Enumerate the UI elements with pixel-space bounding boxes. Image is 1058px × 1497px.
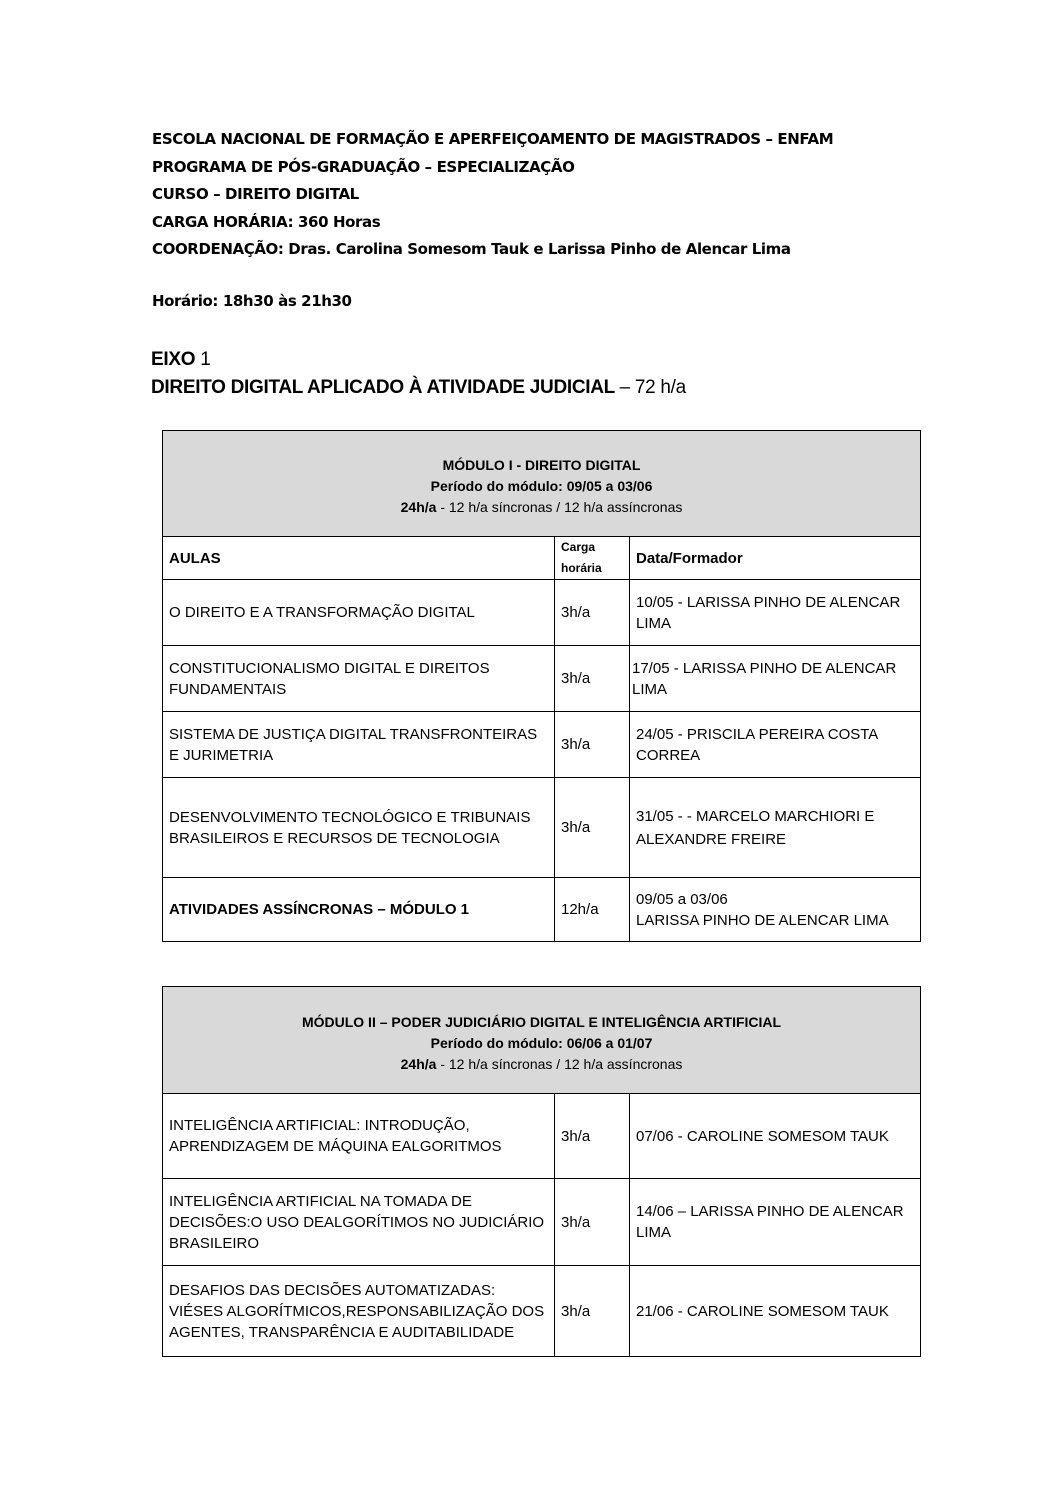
carga-cell: 3h/a — [555, 1179, 630, 1266]
module-1-header — [163, 431, 921, 537]
header-course: CURSO – DIREITO DIGITAL — [152, 185, 359, 203]
data-cell: 10/05 - LARISSA PINHO DE ALENCAR LIMA — [630, 580, 921, 646]
module-1-table — [162, 430, 921, 942]
module-1-title: MÓDULO I - DIREITO DIGITAL — [442, 457, 641, 473]
document-header — [152, 126, 833, 264]
carga-cell: 3h/a — [555, 778, 630, 878]
table-row — [163, 580, 921, 646]
eixo-label: EIXO — [151, 349, 196, 370]
table-row — [163, 1179, 921, 1266]
data-cell: 14/06 – LARISSA PINHO DE ALENCAR LIMA — [630, 1179, 921, 1266]
header-school: ESCOLA NACIONAL DE FORMAÇÃO E APERFEIÇOAMENTO DE MAGISTRADOS – ENFAM — [152, 130, 834, 148]
carga-cell: 3h/a — [555, 580, 630, 646]
aula-cell: DESAFIOS DAS DECISÕES AUTOMATIZADAS: VIÉSES ALGORÍTMICOS,RESPONSABILIZAÇÃO DOS AGENTES, TRANSPARÊNCIA E AUDITABILIDADE — [163, 1266, 555, 1357]
aula-cell: SISTEMA DE JUSTIÇA DIGITAL TRANSFRONTEIRAS E JURIMETRIA — [163, 712, 555, 778]
module-2-period: Período do módulo: 06/06 a 01/07 — [430, 1034, 653, 1051]
module-1-hours: 24h/a - 12 h/a síncronas / 12 h/a assíncronas — [400, 499, 683, 515]
table-row — [163, 778, 921, 878]
module-2-hours: 24h/a - 12 h/a síncronas / 12 h/a assíncronas — [400, 1055, 683, 1072]
eixo-title: DIREITO DIGITAL APLICADO À ATIVIDADE JUDICIAL — [151, 377, 615, 398]
carga-cell: 3h/a — [555, 646, 630, 712]
table-row — [163, 1266, 921, 1357]
eixo-hours: – 72 h/a — [619, 377, 686, 398]
data-cell-formador: LARISSA PINHO DE ALENCAR LIMA — [636, 911, 889, 929]
module-1-period: Período do módulo: 09/05 a 03/06 — [430, 478, 653, 494]
aula-cell: CONSTITUCIONALISMO DIGITAL E DIREITOS FUNDAMENTAIS — [163, 646, 555, 712]
carga-cell: 12h/a — [555, 878, 630, 942]
col-header-data: Data/Formador — [630, 537, 921, 580]
module-2-title: MÓDULO II – PODER JUDICIÁRIO DIGITAL E INTELIGÊNCIA ARTIFICIAL — [301, 1013, 782, 1030]
aula-cell: DESENVOLVIMENTO TECNOLÓGICO E TRIBUNAIS BRASILEIROS E RECURSOS DE TECNOLOGIA — [163, 778, 555, 878]
module-2-table — [162, 986, 921, 1357]
carga-cell: 3h/a — [555, 712, 630, 778]
eixo-number: 1 — [200, 349, 211, 370]
aula-cell: INTELIGÊNCIA ARTIFICIAL NA TOMADA DE DECISÕES:O USO DEALGORÍTIMOS NO JUDICIÁRIO BRASILEIRO — [163, 1179, 555, 1266]
table-row — [163, 712, 921, 778]
module-2-header — [163, 987, 921, 1094]
carga-cell: 3h/a — [555, 1094, 630, 1179]
data-cell: 31/05 - - MARCELO MARCHIORI E ALEXANDRE FREIRE — [630, 778, 921, 878]
table-row — [163, 1094, 921, 1179]
table-row — [163, 878, 921, 942]
col-header-carga: Carga horária — [555, 537, 630, 580]
data-cell-date: 09/05 a 03/06 — [636, 890, 728, 908]
carga-cell: 3h/a — [555, 1266, 630, 1357]
data-cell: 24/05 - PRISCILA PEREIRA COSTA CORREA — [630, 712, 921, 778]
data-cell — [630, 878, 921, 942]
table-row — [163, 646, 921, 712]
aula-cell: O DIREITO E A TRANSFORMAÇÃO DIGITAL — [163, 580, 555, 646]
eixo-heading — [151, 346, 686, 402]
col-header-aulas: AULAS — [163, 537, 555, 580]
aula-cell: INTELIGÊNCIA ARTIFICIAL: INTRODUÇÃO, APRENDIZAGEM DE MÁQUINA EALGORITMOS — [163, 1094, 555, 1179]
schedule-time: Horário: 18h30 às 21h30 — [152, 292, 352, 310]
data-cell: 07/06 - CAROLINE SOMESOM TAUK — [630, 1094, 921, 1179]
data-cell: 17/05 - LARISSA PINHO DE ALENCAR LIMA — [630, 646, 921, 712]
header-coordination: COORDENAÇÃO: Dras. Carolina Somesom Tauk e Larissa Pinho de Alencar Lima — [152, 240, 791, 258]
aula-cell: ATIVIDADES ASSÍNCRONAS – MÓDULO 1 — [163, 878, 555, 942]
data-cell: 21/06 - CAROLINE SOMESOM TAUK — [630, 1266, 921, 1357]
header-workload: CARGA HORÁRIA: 360 Horas — [152, 212, 381, 231]
header-program: PROGRAMA DE PÓS-GRADUAÇÃO – ESPECIALIZAÇÃO — [152, 157, 575, 176]
